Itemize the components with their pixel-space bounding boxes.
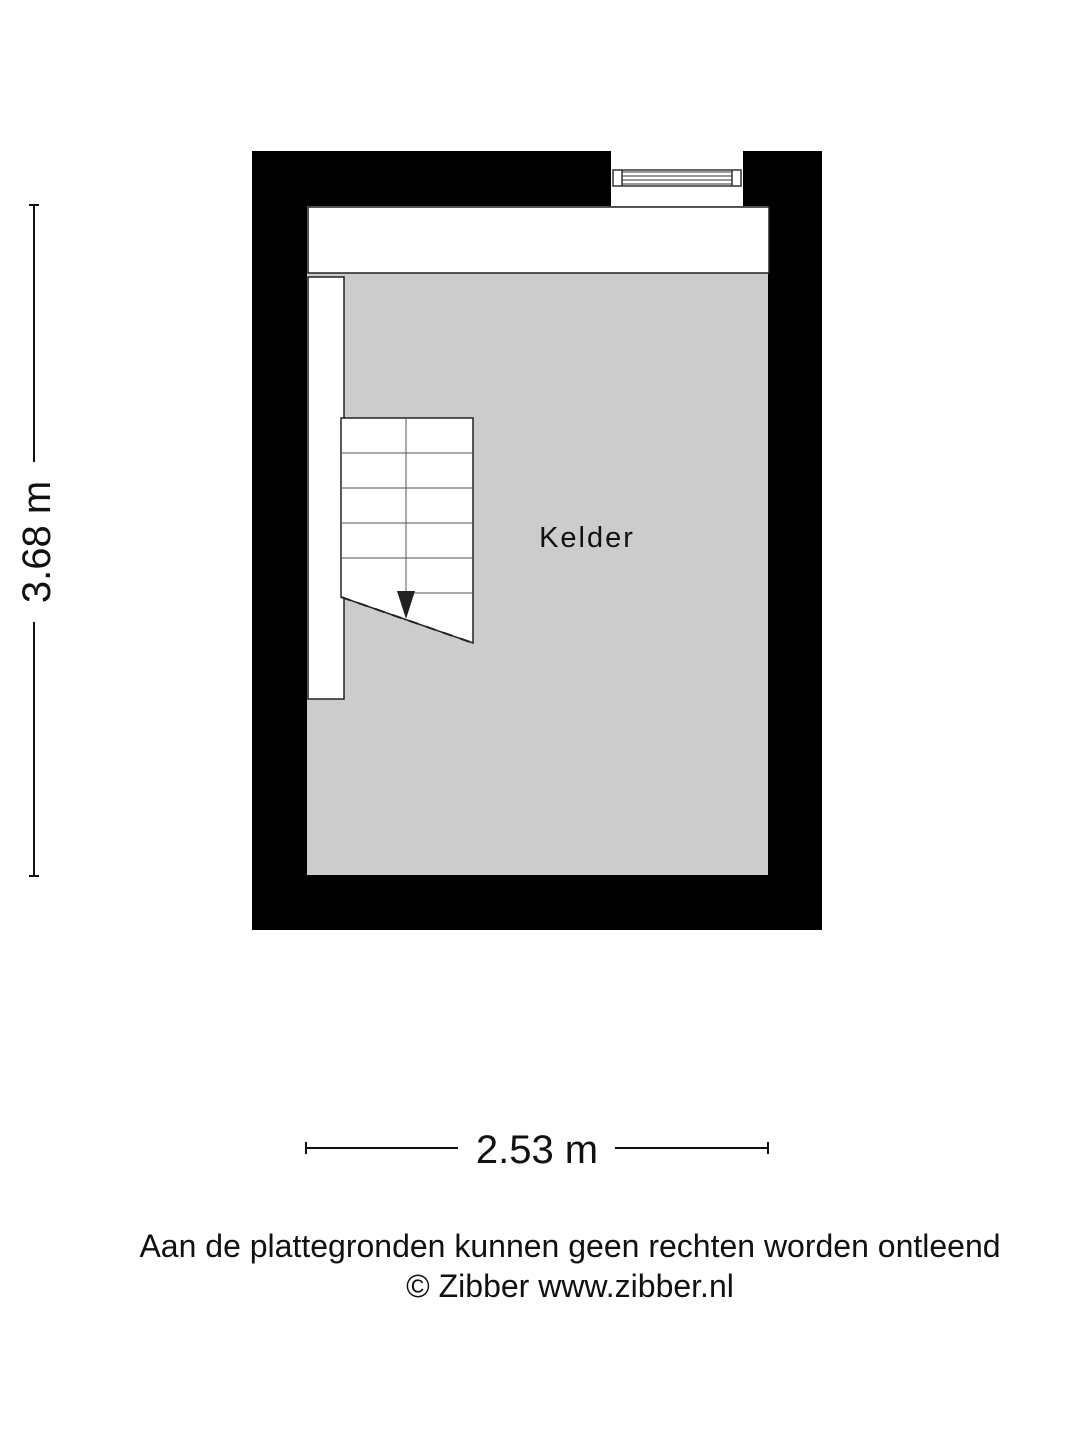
width-label: 2.53 m [475,1128,599,1172]
window [611,151,743,206]
height-dimension [15,205,59,876]
credit-text: © Zibber www.zibber.nl [406,1268,734,1304]
room-label: Kelder [539,522,635,554]
disclaimer-text: Aan de plattegronden kunnen geen rechten worden ontleend [139,1228,1001,1264]
top-shelf [308,207,769,273]
width-dimension [306,1128,768,1172]
height-label: 3.68 m [15,480,59,604]
left-shelf [308,277,344,699]
